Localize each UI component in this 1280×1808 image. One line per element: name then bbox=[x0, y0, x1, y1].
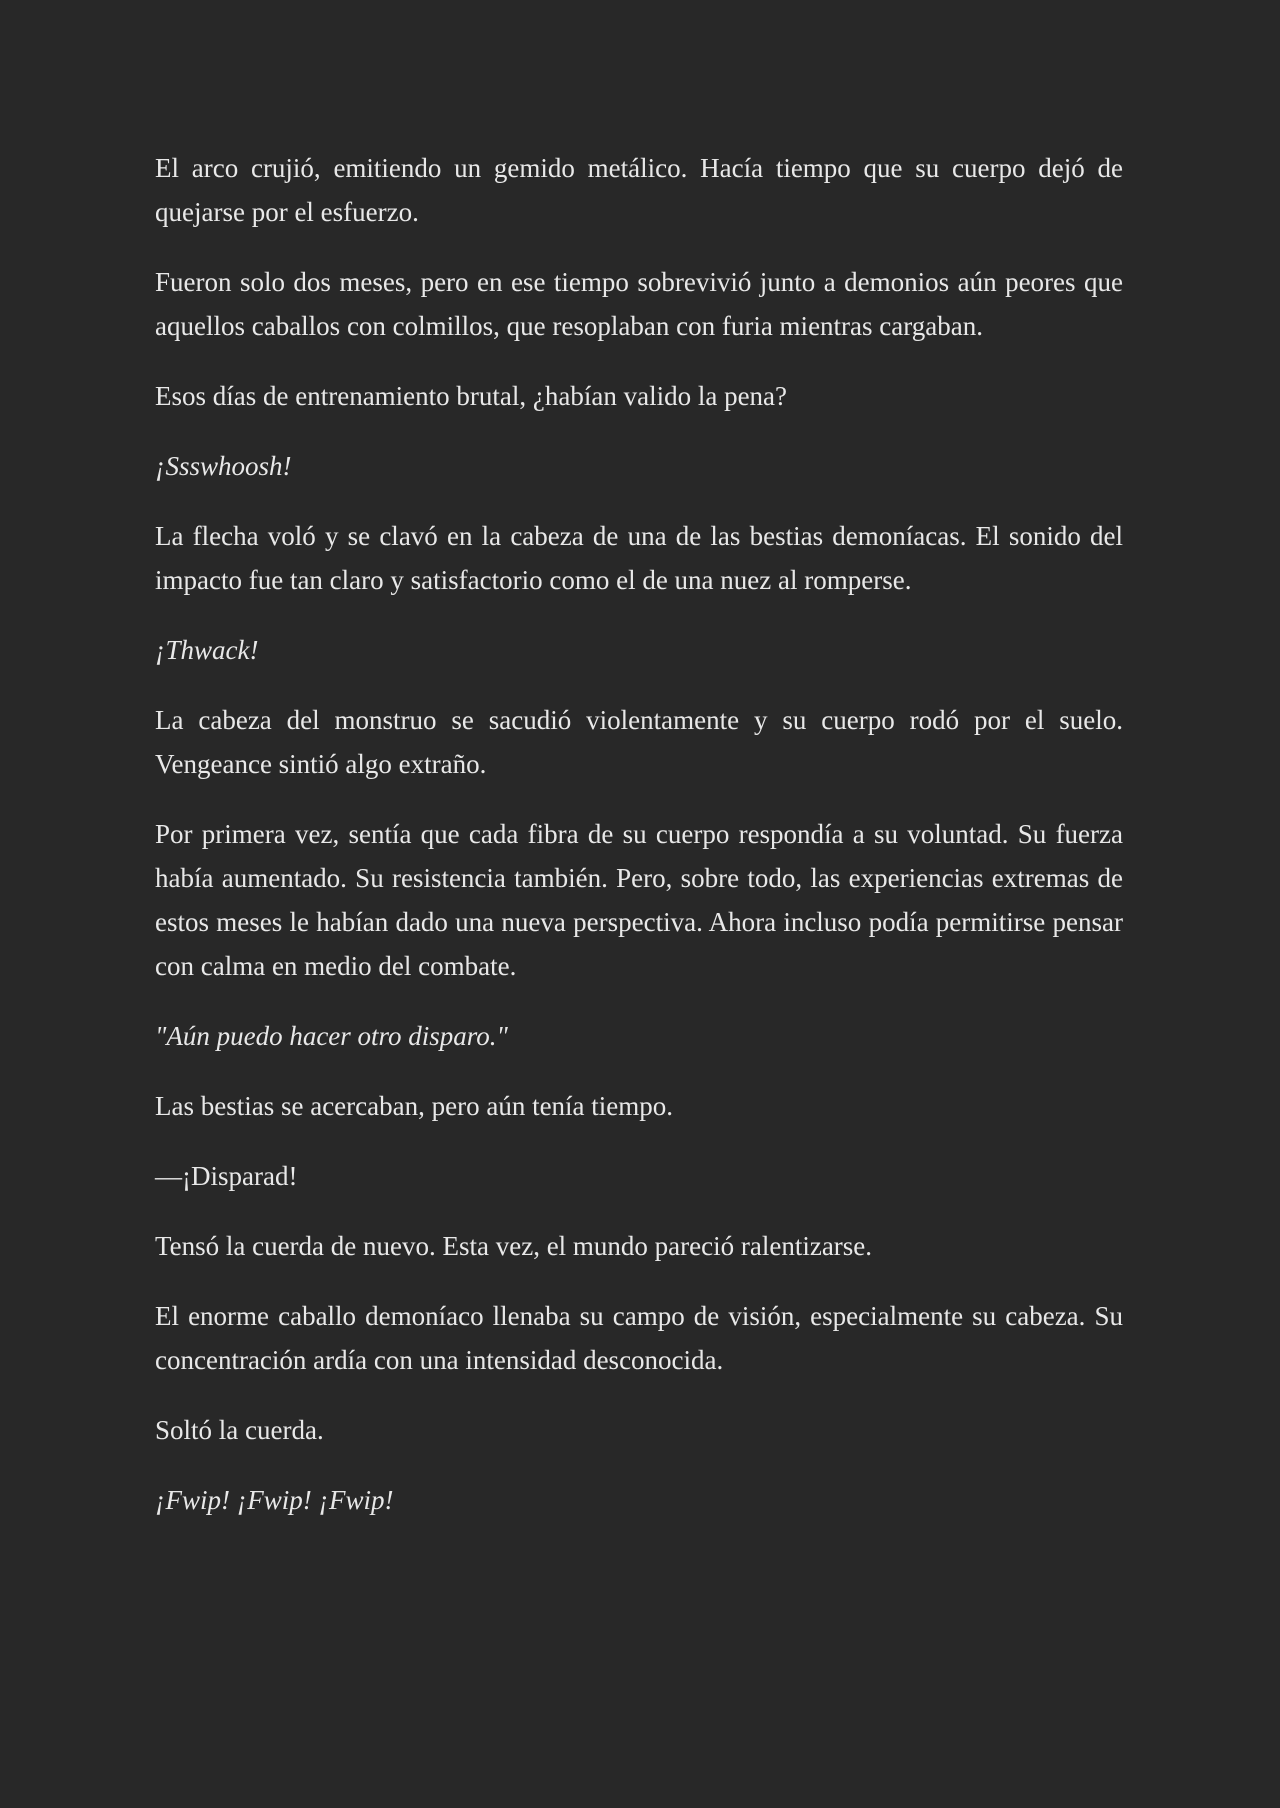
sound-effect: ¡Fwip! ¡Fwip! ¡Fwip! bbox=[155, 1485, 394, 1515]
paragraph: Por primera vez, sentía que cada fibra de su cuerpo respondía a su voluntad. Su fuerza había aumentado. Su resistencia también. Pero, sobre todo, las experiencias extremas de estos meses le habían dado una nueva perspectiva. Ahora incluso podía permitirse pensar con calma en medio del combate. bbox=[155, 819, 1123, 981]
inner-thought: "Aún puedo hacer otro disparo." bbox=[155, 1021, 508, 1051]
paragraph: El enorme caballo demoníaco llenaba su campo de visión, especialmente su cabeza. Su concentración ardía con una intensidad desconocida. bbox=[155, 1301, 1123, 1375]
sound-effect: ¡Ssswhoosh! bbox=[155, 451, 292, 481]
paragraph: Esos días de entrenamiento brutal, ¿habían valido la pena? bbox=[155, 381, 788, 411]
sound-effect: ¡Thwack! bbox=[155, 635, 259, 665]
paragraph: La cabeza del monstruo se sacudió violentamente y su cuerpo rodó por el suelo. Vengeance sintió algo extraño. bbox=[155, 705, 1123, 779]
reader-content bbox=[155, 146, 1123, 1548]
paragraph: Soltó la cuerda. bbox=[155, 1415, 324, 1445]
paragraph: La flecha voló y se clavó en la cabeza de una de las bestias demoníacas. El sonido del impacto fue tan claro y satisfactorio como el de una nuez al romperse. bbox=[155, 521, 1123, 595]
paragraph: Fueron solo dos meses, pero en ese tiempo sobrevivió junto a demonios aún peores que aquellos caballos con colmillos, que resoplaban con furia mientras cargaban. bbox=[155, 267, 1123, 341]
dialogue-line: —¡Disparad! bbox=[155, 1161, 298, 1191]
paragraph: Tensó la cuerda de nuevo. Esta vez, el mundo pareció ralentizarse. bbox=[155, 1231, 873, 1261]
paragraph: El arco crujió, emitiendo un gemido metálico. Hacía tiempo que su cuerpo dejó de quejarse por el esfuerzo. bbox=[155, 153, 1123, 227]
paragraph: Las bestias se acercaban, pero aún tenía tiempo. bbox=[155, 1091, 674, 1121]
